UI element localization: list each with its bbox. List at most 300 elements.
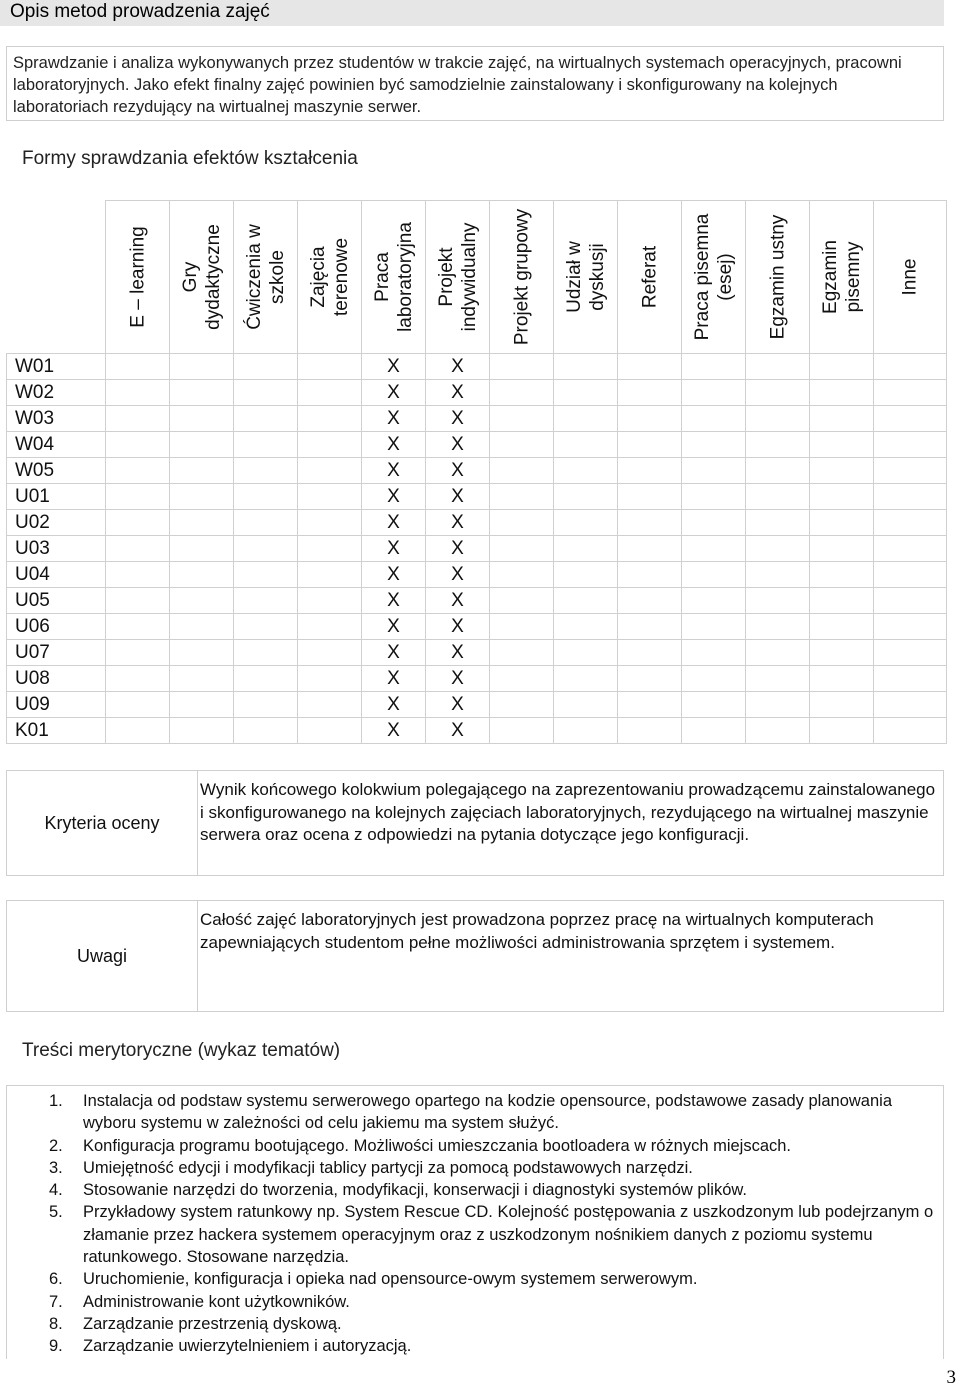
table-cell (170, 510, 234, 536)
column-header-label: pisemny (842, 241, 864, 313)
table-cell: X (362, 406, 426, 432)
table-cell (490, 614, 554, 640)
list-item-text: Stosowanie narzędzi do tworzenia, modyfikacji, konserwacji i diagnostyki systemów plików. (83, 1181, 747, 1200)
table-cell (170, 588, 234, 614)
column-header (234, 201, 298, 354)
list-item (7, 1291, 937, 1313)
column-header-label: Praca pisemna (691, 213, 713, 341)
list-item-text: Umiejętność edycji i modyfikacji tablicy partycji za pomocą podstawowych narzędzi. (83, 1158, 693, 1177)
table-cell (298, 666, 362, 692)
table-cell (746, 432, 810, 458)
table-row (7, 588, 947, 614)
table-cell (554, 406, 618, 432)
table-cell (298, 432, 362, 458)
table-cell (874, 614, 947, 640)
criteria-text: Wynik końcowego kolokwium polegającego na zaprezentowaniu prowadzącemu zainstalowanego i skonfigurowanego na kolejnych zajęciach laboratoryjnych, rezydującego na wirtualnej maszynie serwera oraz ocena z odpowiedzi na pytania dotyczące jego konfiguracji. (200, 780, 936, 844)
column-header-label: Referat (639, 245, 660, 309)
table-cell (618, 510, 682, 536)
table-cell (682, 458, 746, 484)
table-cell (874, 432, 947, 458)
table-cell (170, 614, 234, 640)
row-label: W05 (7, 458, 106, 484)
table-cell (234, 562, 298, 588)
table-cell (810, 692, 874, 718)
column-header-label: terenowe (330, 237, 352, 317)
table-cell: X (426, 588, 490, 614)
column-header (170, 201, 234, 354)
row-label: U09 (7, 692, 106, 718)
table-cell (298, 406, 362, 432)
table-cell: X (362, 692, 426, 718)
table-cell: X (426, 718, 490, 744)
table-cell (554, 536, 618, 562)
table-cell (810, 666, 874, 692)
list-item-number: 8. (49, 1314, 63, 1333)
table-cell (682, 614, 746, 640)
table-cell (618, 432, 682, 458)
column-header-label: indywidualny (458, 222, 480, 332)
table-cell (490, 562, 554, 588)
list-item-number: 4. (49, 1181, 63, 1200)
table-cell (682, 484, 746, 510)
table-cell (874, 510, 947, 536)
table-cell (618, 406, 682, 432)
table-cell: X (362, 380, 426, 406)
row-label: W02 (7, 380, 106, 406)
table-cell (234, 406, 298, 432)
table-cell (746, 406, 810, 432)
table-cell: X (426, 614, 490, 640)
table-cell: X (426, 484, 490, 510)
table-cell (874, 536, 947, 562)
list-item-text: Administrowanie kont użytkowników. (83, 1292, 350, 1311)
page-number: 3 (946, 1367, 956, 1388)
table-cell (618, 484, 682, 510)
table-cell (170, 562, 234, 588)
table-cell: X (426, 510, 490, 536)
table-cell (554, 718, 618, 744)
table-cell (810, 718, 874, 744)
table-cell: X (362, 614, 426, 640)
table-cell (682, 380, 746, 406)
column-header-label: (esej) (714, 253, 736, 301)
table-row (7, 614, 947, 640)
table-cell (234, 510, 298, 536)
table-cell (234, 666, 298, 692)
table-cell: X (426, 458, 490, 484)
table-cell (682, 640, 746, 666)
topics-box (6, 1085, 944, 1359)
table-cell (234, 640, 298, 666)
column-header-label: Egzamin (819, 240, 841, 314)
table-cell (554, 484, 618, 510)
row-label: U07 (7, 640, 106, 666)
table-cell (810, 380, 874, 406)
column-header-label: Egzamin ustny (767, 214, 788, 340)
table-cell (106, 510, 170, 536)
table-row (7, 380, 947, 406)
table-cell (682, 692, 746, 718)
table-cell (874, 458, 947, 484)
column-header (426, 201, 490, 354)
table-cell (746, 640, 810, 666)
remarks-label: Uwagi (7, 901, 198, 1011)
table-cell (746, 666, 810, 692)
table-cell (810, 510, 874, 536)
table-cell: X (426, 692, 490, 718)
table-cell (106, 406, 170, 432)
table-cell: X (426, 406, 490, 432)
table-cell: X (362, 458, 426, 484)
table-cell (490, 510, 554, 536)
table-cell (810, 562, 874, 588)
table-cell (298, 458, 362, 484)
column-header-label: E – learning (127, 226, 148, 328)
topics-heading: Treści merytoryczne (wykaz tematów) (22, 1040, 341, 1061)
table-cell: X (362, 718, 426, 744)
table-cell (554, 692, 618, 718)
table-cell (106, 640, 170, 666)
table-cell (618, 562, 682, 588)
list-item-number: 9. (49, 1337, 63, 1356)
table-cell (682, 536, 746, 562)
table-row (7, 536, 947, 562)
table-cell (874, 588, 947, 614)
table-cell (554, 562, 618, 588)
table-cell (682, 510, 746, 536)
table-cell (298, 562, 362, 588)
table-cell (490, 484, 554, 510)
row-label: U02 (7, 510, 106, 536)
table-cell (490, 666, 554, 692)
remarks-text: Całość zajęć laboratoryjnych jest prowadzona poprzez pracę na wirtualnych komputerach zapewniających studentom pełne możliwości administrowania sprzętem i systemem. (200, 910, 874, 952)
topics-list (7, 1090, 937, 1358)
list-item-text: Uruchomienie, konfiguracja i opieka nad opensource-owym systemem serwerowym. (83, 1270, 698, 1289)
table-cell (810, 484, 874, 510)
header-corner (7, 201, 106, 354)
table-cell (746, 718, 810, 744)
table-cell: X (426, 536, 490, 562)
row-label: U03 (7, 536, 106, 562)
table-cell (106, 588, 170, 614)
table-cell (106, 458, 170, 484)
table-cell: X (426, 354, 490, 380)
row-label: K01 (7, 718, 106, 744)
table-cell (106, 484, 170, 510)
table-cell (618, 718, 682, 744)
table-cell (170, 354, 234, 380)
table-cell (170, 406, 234, 432)
table-cell (618, 536, 682, 562)
table-cell: X (362, 354, 426, 380)
table-cell (810, 640, 874, 666)
table-cell (490, 354, 554, 380)
table-cell: X (426, 666, 490, 692)
table-cell (490, 588, 554, 614)
list-item-text: Zarządzanie przestrzenią dyskową. (83, 1314, 342, 1333)
row-label: U04 (7, 562, 106, 588)
table-cell (490, 536, 554, 562)
table-cell (874, 666, 947, 692)
table-cell (618, 614, 682, 640)
table-cell (618, 458, 682, 484)
forms-heading: Formy sprawdzania efektów kształcenia (22, 148, 358, 169)
table-row (7, 718, 947, 744)
table-cell (298, 614, 362, 640)
table-cell (490, 406, 554, 432)
list-item (7, 1268, 937, 1290)
list-item (7, 1313, 937, 1335)
table-cell (234, 614, 298, 640)
column-header-label: Projekt (435, 247, 457, 307)
table-cell (234, 380, 298, 406)
table-cell: X (362, 640, 426, 666)
table-cell (746, 536, 810, 562)
table-cell (234, 484, 298, 510)
table-cell (874, 562, 947, 588)
table-cell (554, 640, 618, 666)
list-item-number: 1. (49, 1092, 63, 1110)
list-item (7, 1090, 937, 1135)
column-header (362, 201, 426, 354)
table-cell (490, 718, 554, 744)
table-cell (298, 354, 362, 380)
table-cell (298, 380, 362, 406)
table-cell (746, 692, 810, 718)
table-cell (234, 458, 298, 484)
list-item-number: 3. (49, 1158, 63, 1177)
column-header-label: Projekt grupowy (511, 208, 532, 346)
assessment-forms-table (6, 200, 947, 744)
table-cell (106, 718, 170, 744)
list-item (7, 1335, 937, 1357)
column-header (554, 201, 618, 354)
row-label: U06 (7, 614, 106, 640)
table-cell (682, 666, 746, 692)
table-cell (554, 614, 618, 640)
table-cell (490, 380, 554, 406)
table-cell (170, 536, 234, 562)
column-header-label: Gry (179, 261, 201, 293)
table-header-row (7, 201, 947, 354)
column-header (810, 201, 874, 354)
column-header-label: Zajęcia (307, 246, 329, 308)
table-cell (490, 692, 554, 718)
table-cell (234, 432, 298, 458)
list-item (7, 1179, 937, 1201)
table-cell (746, 614, 810, 640)
column-header (746, 201, 810, 354)
table-cell (170, 718, 234, 744)
table-cell (618, 640, 682, 666)
table-cell (810, 536, 874, 562)
table-cell (746, 354, 810, 380)
table-cell (554, 380, 618, 406)
table-cell (618, 380, 682, 406)
table-row (7, 458, 947, 484)
table-row (7, 562, 947, 588)
column-header (106, 201, 170, 354)
table-row (7, 432, 947, 458)
table-cell (682, 432, 746, 458)
table-cell (810, 406, 874, 432)
table-cell (746, 510, 810, 536)
list-item-number: 7. (49, 1292, 63, 1311)
table-cell (682, 406, 746, 432)
table-cell (106, 432, 170, 458)
table-cell (170, 484, 234, 510)
list-item-text: Zarządzanie uwierzytelnieniem i autoryzacją. (83, 1337, 412, 1356)
section-title: Opis metod prowadzenia zajęć (0, 0, 944, 26)
table-cell (490, 458, 554, 484)
table-cell (618, 692, 682, 718)
table-cell (170, 640, 234, 666)
table-row (7, 692, 947, 718)
table-cell (810, 354, 874, 380)
list-item-number: 2. (49, 1136, 63, 1155)
table-cell (746, 484, 810, 510)
table-cell (618, 666, 682, 692)
column-header (490, 201, 554, 354)
table-cell: X (362, 536, 426, 562)
table-cell (106, 354, 170, 380)
table-cell (554, 432, 618, 458)
list-item-text: Instalacja od podstaw systemu serwerowego opartego na kodzie opensource, podstawowe zasady planowania wyboru systemu w zależności od celu jakiemu ma system służyć. (83, 1092, 892, 1133)
table-cell: X (362, 588, 426, 614)
table-cell (170, 692, 234, 718)
column-header-label: laboratoryjna (394, 222, 416, 332)
table-cell (618, 588, 682, 614)
table-cell (746, 562, 810, 588)
table-cell (874, 718, 947, 744)
table-row (7, 666, 947, 692)
list-item-text: Konfiguracja programu bootującego. Możliwości umieszczania bootloadera w różnych miejscach. (83, 1136, 792, 1155)
column-header-label: Udział w (563, 241, 585, 313)
table-cell (234, 718, 298, 744)
table-row (7, 640, 947, 666)
row-label: U01 (7, 484, 106, 510)
table-cell (490, 432, 554, 458)
table-cell (682, 588, 746, 614)
table-row (7, 406, 947, 432)
list-item (7, 1135, 937, 1157)
table-cell (234, 536, 298, 562)
table-row (7, 354, 947, 380)
table-cell: X (426, 562, 490, 588)
table-cell (298, 718, 362, 744)
table-cell (682, 562, 746, 588)
row-label: W03 (7, 406, 106, 432)
table-cell (746, 588, 810, 614)
table-cell (106, 562, 170, 588)
list-item (7, 1201, 937, 1268)
table-cell: X (362, 484, 426, 510)
table-cell (106, 536, 170, 562)
table-cell (874, 640, 947, 666)
column-header (298, 201, 362, 354)
table-cell (554, 354, 618, 380)
row-label: W04 (7, 432, 106, 458)
methods-description: Sprawdzanie i analiza wykonywanych przez studentów w trakcie zajęć, na wirtualnych systemach operacyjnych, pracowni laboratoryjnych. Jako efekt finalny zajęć powinien być samodzielnie zainstalowany i skonfigurowany na kolejnych laboratoriach rezydujący na wirtualnej maszynie serwer. (6, 46, 944, 121)
table-cell (170, 458, 234, 484)
table-cell (810, 458, 874, 484)
table-cell (618, 354, 682, 380)
column-header (874, 201, 947, 354)
table-cell (298, 510, 362, 536)
table-cell (874, 484, 947, 510)
column-header-label: Inne (899, 258, 921, 296)
row-label: U08 (7, 666, 106, 692)
table-cell (234, 354, 298, 380)
column-header (618, 201, 682, 354)
list-item-number: 6. (49, 1270, 63, 1289)
column-header-label: Ćwiczenia w (243, 224, 265, 330)
table-cell (298, 484, 362, 510)
column-header-label: szkole (266, 250, 288, 304)
table-cell (234, 692, 298, 718)
row-label: W01 (7, 354, 106, 380)
table-cell (554, 666, 618, 692)
table-cell (106, 666, 170, 692)
column-header-label: dyskusji (586, 243, 608, 311)
table-cell: X (426, 380, 490, 406)
table-cell (170, 666, 234, 692)
table-cell: X (362, 666, 426, 692)
column-header-label: Praca (371, 252, 393, 302)
table-cell (874, 692, 947, 718)
row-label: U05 (7, 588, 106, 614)
remarks-box (6, 900, 944, 1012)
table-cell: X (362, 432, 426, 458)
column-header-label: dydaktyczne (202, 224, 224, 330)
table-cell (810, 614, 874, 640)
table-cell (554, 588, 618, 614)
table-row (7, 484, 947, 510)
list-item (7, 1157, 937, 1179)
table-cell (106, 692, 170, 718)
table-cell (106, 614, 170, 640)
table-cell (298, 640, 362, 666)
list-item-text: Przykładowy system ratunkowy np. System Rescue CD. Kolejność postępowania z uszkodzonym lub podejrzanym o złamanie przez hackera systemem operacyjnym oraz z uszkodzonym nośnikiem danych z poziomu systemu ratunkowego. Stosowane narzędzia. (83, 1203, 934, 1267)
table-cell: X (362, 510, 426, 536)
table-row (7, 510, 947, 536)
list-item-number: 5. (49, 1203, 63, 1222)
table-cell (810, 432, 874, 458)
table-cell (170, 380, 234, 406)
table-cell (490, 640, 554, 666)
table-cell (874, 380, 947, 406)
criteria-label: Kryteria oceny (7, 771, 198, 875)
table-cell (682, 354, 746, 380)
table-cell (874, 354, 947, 380)
table-cell (298, 588, 362, 614)
table-cell (746, 380, 810, 406)
table-cell (170, 432, 234, 458)
table-cell (106, 380, 170, 406)
table-cell (810, 588, 874, 614)
table-cell: X (362, 562, 426, 588)
table-cell (682, 718, 746, 744)
criteria-box (6, 770, 944, 876)
table-cell (234, 588, 298, 614)
column-header (682, 201, 746, 354)
table-cell (874, 406, 947, 432)
table-cell (554, 458, 618, 484)
table-cell: X (426, 432, 490, 458)
table-cell (746, 458, 810, 484)
table-cell: X (426, 640, 490, 666)
table-cell (554, 510, 618, 536)
